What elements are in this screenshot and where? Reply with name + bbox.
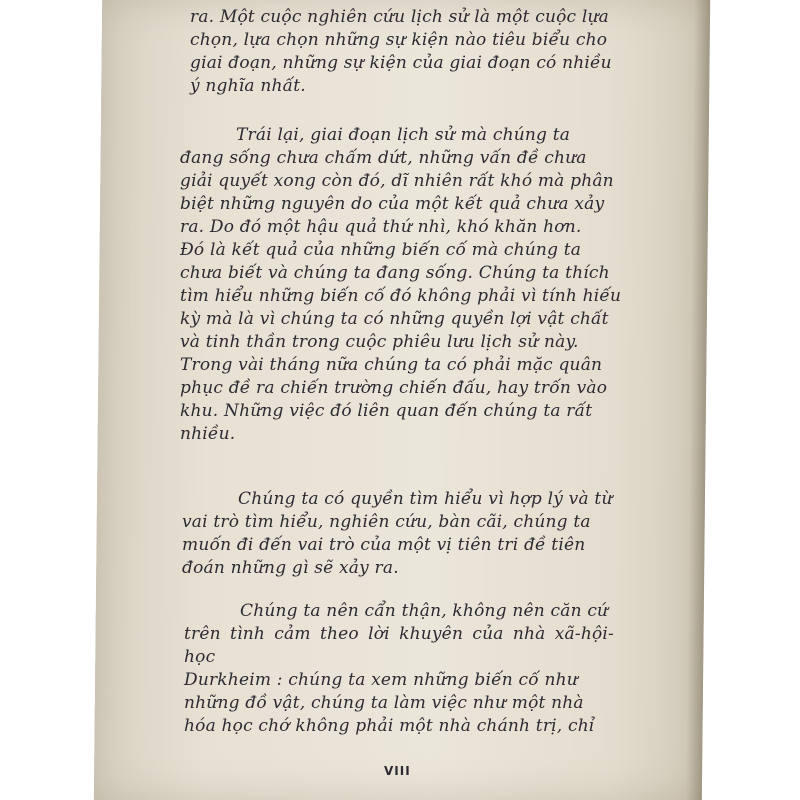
paragraph-1: ra. Một cuộc nghiên cứu lịch sử là một cuộc lựa chọn, lựa chọn những sự kiện nào tiêu biểu cho giai đoạn, những sự kiện của giai đoạn có nhiều ý nghĩa nhất.: [190, 7, 612, 96]
paragraph-4: [184, 600, 614, 738]
paragraph-2: [180, 124, 635, 446]
paragraph-4-text: Chúng ta nên cẩn thận, không nên căn cứ trên tình cảm theo lời khuyên của nhà xã-hội-học Durkheim : chúng ta xem những biến cố như những đồ vật, chúng ta làm việc như một nhà hóa học chớ không phải một nhà chánh trị, chỉ: [184, 601, 614, 736]
paragraph-3: [182, 488, 617, 580]
page-number: VIII: [384, 764, 411, 778]
paragraph-2-text: Trái lại, giai đoạn lịch sử mà chúng ta đang sống chưa chấm dứt, những vấn đề chưa giải quyết xong còn đó, dĩ nhiên rất khó mà phân biệt những nguyên do của một kết quả chưa xảy ra. Do đó một hậu quả thứ nhì, khó khăn hơn. Đó là kết quả của những biến cố mà chúng ta chưa biết và chúng ta đang sống. Chúng ta thích tìm hiểu những biến cố đó không phải vì tính hiếu kỳ mà là vì chúng ta có những quyền lợi vật chất và tinh thần trong cuộc phiêu lưu lịch sử này. Trong vài tháng nữa chúng ta có phải mặc quân phục đề ra chiến trường chiến đấu, hay trốn vào khu. Những việc đó liên quan đến chúng ta rất nhiều.: [180, 125, 622, 444]
page-edge-shadow: [686, 0, 710, 800]
paragraph-3-text: Chúng ta có quyền tìm hiểu vì hợp lý và từ vai trò tìm hiểu, nghiên cứu, bàn cãi, chúng ta muốn đi đến vai trò của một vị tiên tri đề tiên đoán những gì sẽ xảy ra.: [182, 489, 613, 578]
